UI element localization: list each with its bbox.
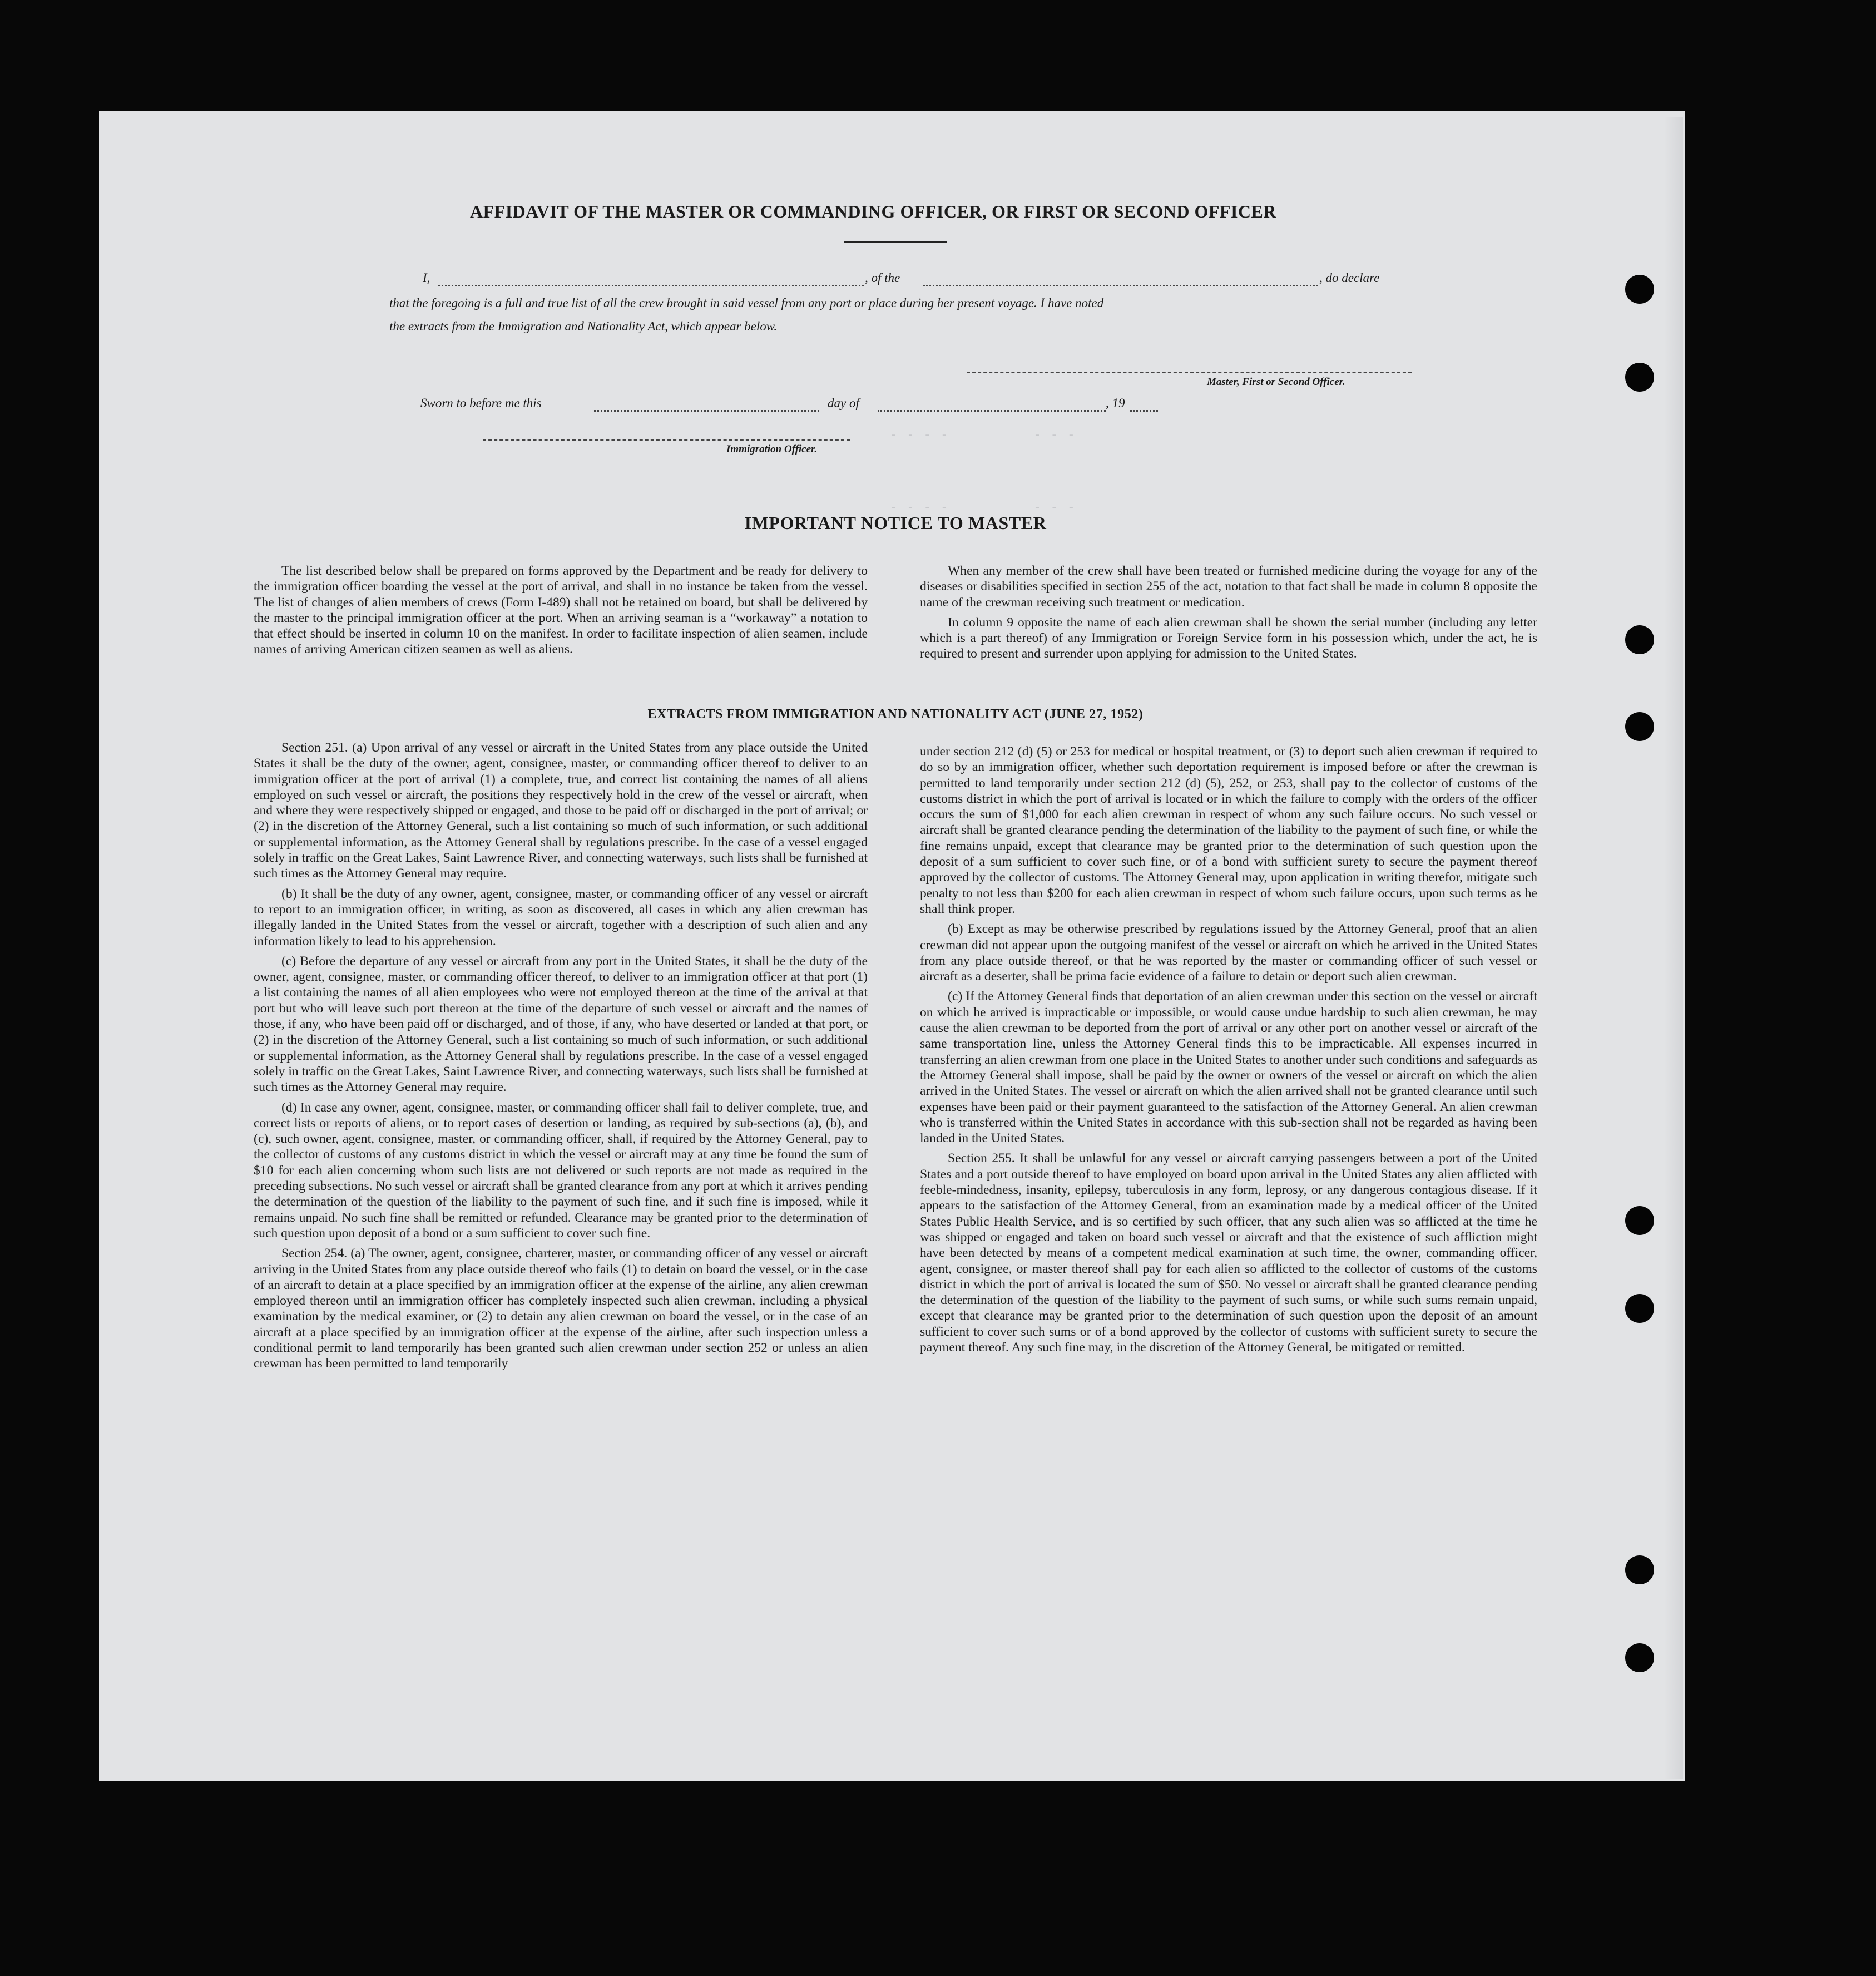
notice-right-paragraph-2: In column 9 opposite the name of each alien crewman shall be shown the serial number (including any letter which is a part thereof) of any Immigration or Foreign Service form in his possession which, under the act, he is required to present and surrender upon applying for admission to the United States. bbox=[920, 615, 1537, 661]
master-caption: Master, First or Second Officer. bbox=[1207, 376, 1345, 388]
bleed-through-text: - - - - - - - bbox=[890, 501, 1076, 515]
notice-right-paragraph-1: When any member of the crew shall have been treated or furnished medicine during the voyage for any of the diseases or disabilities specified in section 255 of the act, notation to that fact shall be made in column 8 opposite the name of the crewman receiving such treatment or medication. bbox=[920, 564, 1537, 610]
section-251-d: (d) In case any owner, agent, consignee, master, or commanding officer shall fail to deliver complete, true, and correct lists or reports of aliens, or to report cases of desertion or landing, as required by sub-sections (a), (b), and (c), such owner, agent, consignee, master, or commanding officer, shall, if required by the Attorney General, pay to the collector of customs of any customs district in which the vessel or aircraft may at any time be found the sum of $10 for each alien concerning whom such lists are not delivered or such reports are not made as required in the preceding subsections. No such vessel or aircraft shall be granted clearance from any port at which it arrives pending the determination of the question of the liability to the payment of such fine, and if such fine is imposed, while it remains unpaid. No such fine shall be remitted or refunded. Clearance may be granted prior to the determination of such question upon deposit of a bond or a sum sufficient to cover such fine. bbox=[254, 1100, 868, 1241]
sworn-month-field[interactable] bbox=[878, 410, 1106, 412]
declarant-name-field[interactable] bbox=[438, 285, 864, 286]
sworn-year-field[interactable] bbox=[1130, 410, 1158, 412]
day-of-label: day of bbox=[828, 396, 859, 410]
binder-hole bbox=[1625, 1206, 1654, 1235]
extracts-right-column bbox=[920, 744, 1537, 1355]
binder-hole bbox=[1625, 1555, 1654, 1584]
section-254-a-continued: under section 212 (d) (5) or 253 for medical or hospital treatment, or (3) to deport such alien crewman if required to do so by an immigration officer, whether such deportation requirement is imposed before or after the crewman is permitted to land temporarily under section 212 (d) (5), 252, or 253, shall pay to the collector of customs of the customs district in which the port of arrival is located or in which the failure to comply with the orders of the officer occurs the sum of $1,000 for each alien crewman in respect of whom any such failure occurs. No such vessel or aircraft shall be granted clearance pending the determination of the liability to the payment of such fine, or while the fine remains unpaid, except that clearance may be granted prior to the determination of such question upon the deposit of a sum sufficient to cover such fine, or of a bond with sufficient surety to secure the payment thereof approved by the collector of customs. The Attorney General may, upon application in writing therefor, mitigate such penalty to not less than $200 for each alien crewman in respect of whom such failure occurs, upon such terms as he shall think proper. bbox=[920, 744, 1537, 916]
binder-hole bbox=[1625, 275, 1654, 304]
affidavit-line2: that the foregoing is a full and true list of all the crew brought in said vessel from any port or place during her present voyage. I have noted bbox=[389, 296, 1104, 310]
binder-hole bbox=[1625, 712, 1654, 741]
affidavit-i-label: I, bbox=[423, 271, 430, 285]
section-251-b: (b) It shall be the duty of any owner, agent, consignee, master, or commanding officer of any vessel or aircraft to report to an immigration officer, in writing, as soon as discovered, all cases in which any alien crewman has illegally landed in the United States from the vessel or aircraft, together with a description of such alien and any information likely to lead to his apprehension. bbox=[254, 886, 868, 949]
immigration-officer-caption: Immigration Officer. bbox=[726, 443, 818, 455]
section-251-c: (c) Before the departure of any vessel or aircraft from any port in the United States, it shall be the duty of the owner, agent, consignee, master, or commanding officer thereof, to deliver to an immigration officer at that port (1) a list containing the names of all alien employees who were not employed thereon at the time of the arrival at that port but who will leave such port thereon at the time of the departure of such vessel or aircraft and the names of those, if any, who have been paid off or discharged, and of those, if any, who have deserted or landed at that port, or (2) in the discretion of the Attorney General, such a list containing so much of such information, or such additional or supplemental information, as the Attorney General shall by regulations prescribe. In the case of a vessel engaged solely in traffic on the Great Lakes, Saint Lawrence River, and connecting waterways, such lists shall be furnished at such times as the Attorney General may require. bbox=[254, 954, 868, 1095]
title-rule bbox=[844, 241, 947, 243]
sworn-date-field[interactable] bbox=[594, 410, 819, 412]
extracts-title: EXTRACTS FROM IMMIGRATION AND NATIONALITY ACT (JUNE 27, 1952) bbox=[647, 707, 1144, 722]
binder-hole bbox=[1625, 363, 1654, 392]
affidavit-declare-label: , do declare bbox=[1319, 271, 1380, 285]
notice-left-column bbox=[254, 563, 868, 658]
affidavit-line3: the extracts from the Immigration and Nationality Act, which appear below. bbox=[389, 319, 778, 333]
notice-right-column bbox=[920, 563, 1537, 662]
binder-hole bbox=[1625, 1643, 1654, 1672]
affidavit-title: AFFIDAVIT OF THE MASTER OR COMMANDING OFFICER, OR FIRST OR SECOND OFFICER bbox=[470, 201, 1276, 221]
section-255: Section 255. It shall be unlawful for any vessel or aircraft carrying passengers between a port of the United States and a port outside thereof to have employed on board upon arrival in the United States any alien afflicted with feeble-mindedness, insanity, epilepsy, tuberculosis in any form, leprosy, or any dangerous contagious disease. If it appears to the satisfaction of the Attorney General, from an examination made by a medical officer of the United States Public Health Service, and is so certified by such officer, that any such alien was so afflicted at the time he was shipped or engaged and taken on board such vessel or aircraft and that the existence of such affliction might have been detected by means of a competent medical examination at such time, the owner, commanding officer, agent, consignee, or master thereof shall pay for each alien so afflicted to the collector of customs of the customs district in which the port of arrival is located the sum of $50. No vessel or aircraft shall be granted clearance pending the determination of the question of the liability to the payment of such sums, or while such sums remain unpaid, except that clearance may be granted prior to the determination of such question upon the deposit of an amount sufficient to cover such sums or of a bond approved by the collector of customs with sufficient surety to secure the payment thereof. Any such fine may, in the discretion of the Attorney General, be mitigated or remitted. bbox=[920, 1151, 1537, 1355]
binder-hole bbox=[1625, 625, 1654, 654]
affidavit-of-the-label: , of the bbox=[865, 271, 900, 285]
section-254-b: (b) Except as may be otherwise prescribed by regulations issued by the Attorney General, proof that an alien crewman did not appear upon the outgoing manifest of the vessel or aircraft on which he arrived in the United States from any place outside thereof, or that he was reported by the master or commanding officer of such vessel or aircraft as a deserter, shall be prima facie evidence of a failure to detain or deport such alien crewman. bbox=[920, 922, 1537, 984]
vessel-name-field[interactable] bbox=[923, 285, 1318, 286]
notice-title: IMPORTANT NOTICE TO MASTER bbox=[744, 513, 1047, 533]
immigration-officer-signature-field[interactable] bbox=[483, 439, 850, 441]
section-254-a: Section 254. (a) The owner, agent, consignee, charterer, master, or commanding officer of any vessel or aircraft arriving in the United States from any place outside thereof who fails (1) to detain on board the vessel, or in the case of an aircraft to detain at a place specified by an immigration officer at the expense of the airline, any alien crewman employed thereon until an immigration officer has completely inspected such alien crewman, including a physical examination by the medical examiner, or (2) to detain any alien crewman on board the vessel, or in the case of an aircraft at a place specified by an immigration officer at the expense of the airline, after such inspection unless a conditional permit to land temporarily has been granted such alien crewman under section 252 or unless an alien crewman has been permitted to land temporarily bbox=[254, 1246, 868, 1371]
sworn-label: Sworn to before me this bbox=[420, 396, 542, 410]
page-edge bbox=[1664, 117, 1683, 1779]
section-254-c: (c) If the Attorney General finds that deportation of an alien crewman under this section on the vessel or aircraft on which he arrived is impracticable or impossible, or would cause undue hardship to such alien crewman, he may cause the alien crewman to be deported from the port of arrival or any other port on another vessel or aircraft of the same transportation line, unless the Attorney General finds this to be impracticable. All expenses incurred in transferring an alien crewman from one place in the United States to another under such conditions and safeguards as the Attorney General shall impose, shall be paid by the owner or owners of the vessel or aircraft on which the alien arrived in the United States. The vessel or aircraft on which the alien arrived shall not be granted clearance until such expenses have been paid or their payment guaranteed to the satisfaction of the Attorney General. An alien crewman who is transferred within the United States in accordance with this sub-section shall not be regarded as having been landed in the United States. bbox=[920, 989, 1537, 1146]
extracts-left-column bbox=[254, 740, 868, 1372]
binder-hole bbox=[1625, 1294, 1654, 1323]
notice-left-paragraph: The list described below shall be prepared on forms approved by the Department and be ready for delivery to the immigration officer boarding the vessel at the port of arrival, and shall in no instance be taken from the vessel. The list of changes of alien members of crews (Form I-489) shall not be retained on board, but shall be delivered by the master to the principal immigration officer at the port. When an arriving seaman is a “workaway” a notation to that effect should be inserted in column 10 on the manifest. In order to facilitate inspection of alien seamen, include names of arriving American citizen seamen as well as aliens. bbox=[254, 564, 868, 657]
section-251-a: Section 251. (a) Upon arrival of any vessel or aircraft in the United States from any place outside the United States it shall be the duty of the owner, agent, consignee, master, or commanding officer thereof to deliver to an immigration officer at the port of arrival (1) a complete, true, and correct list containing the names of all aliens employed on such vessel or aircraft, the positions they respectively hold in the crew of the vessel or aircraft, when and where they were respectively shipped or engaged, and those to be paid off or discharged in the port of arrival; or (2) in the discretion of the Attorney General, such a list containing so much of such information, or such additional or supplemental information, as the Attorney General shall by regulations prescribe. In the case of a vessel engaged solely in traffic on the Great Lakes, Saint Lawrence River, and connecting waterways, such lists shall be furnished at such times as the Attorney General may require. bbox=[254, 740, 868, 881]
master-signature-field[interactable] bbox=[967, 372, 1412, 373]
year-label: , 19 bbox=[1106, 396, 1125, 410]
bleed-through-text: - - - - - - - bbox=[890, 428, 1076, 442]
